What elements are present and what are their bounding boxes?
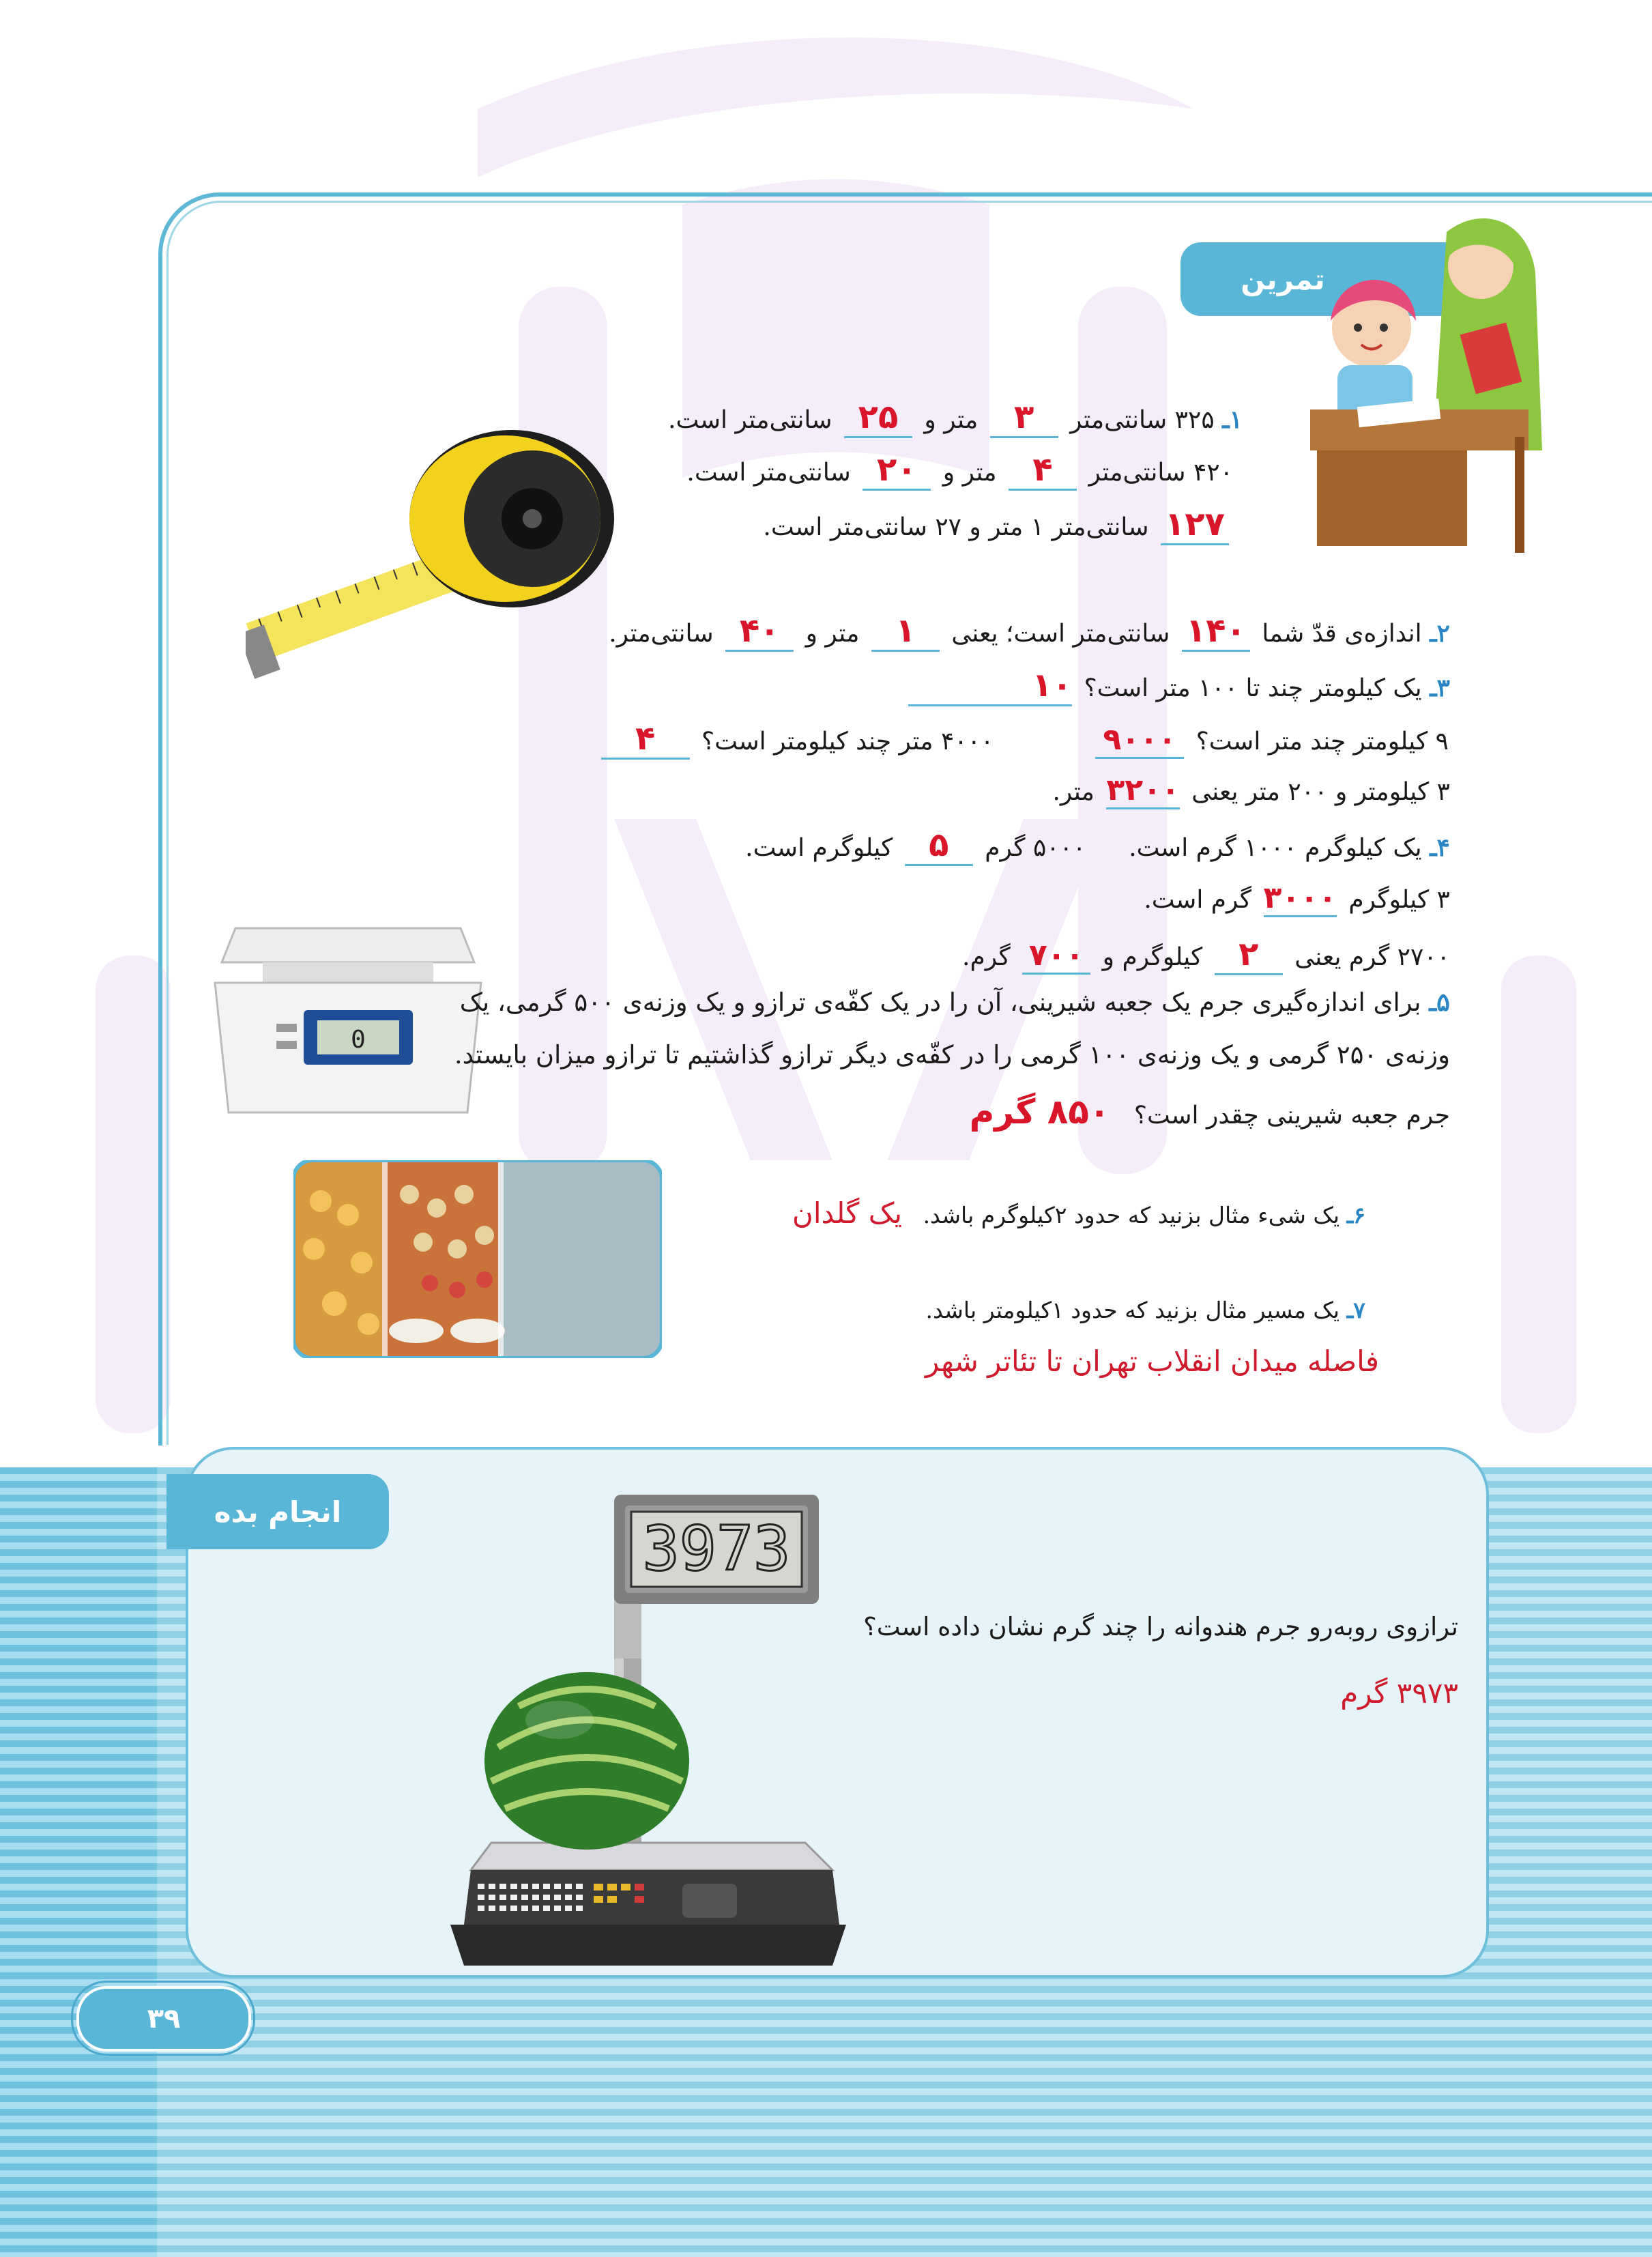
q2-line xyxy=(609,612,1450,652)
q1-l2-text-c: متر و xyxy=(942,459,997,487)
q4-l2-text-c: گرم است. xyxy=(1144,886,1252,914)
q1-number: ۱ـ xyxy=(1222,405,1243,434)
q1-answer-cm: ۲۵ xyxy=(844,398,912,438)
anjam-answer: ۳۹۷۳ گرم xyxy=(1340,1676,1458,1710)
q1-answer-meters: ۳ xyxy=(990,398,1058,438)
q7-text: یک مسیر مثال بزنید که حدود ۱کیلومتر باشد. xyxy=(925,1297,1340,1323)
page-number: ۳۹ xyxy=(76,1986,251,2052)
q3-answer-km: ۴ xyxy=(601,719,690,760)
q4-text-a: یک کیلوگرم ۱۰۰۰ گرم است. xyxy=(1129,834,1422,862)
q1-l3-text: سانتی‌متر ۱ متر و ۲۷ سانتی‌متر است. xyxy=(763,513,1149,541)
q5-line2 xyxy=(454,1040,1450,1069)
q1-l2-text-a: ۴۲۰ سانتی‌متر xyxy=(1088,459,1233,487)
q4-l3-text-c: کیلوگرم و xyxy=(1102,943,1203,971)
q1-line3 xyxy=(763,505,1233,545)
q4-l3-text-e: گرم. xyxy=(962,943,1011,971)
q7-answer: فاصله میدان انقلاب تهران تا تئاتر شهر xyxy=(925,1345,1379,1378)
q2-text-c: سانتی‌متر است؛ یعنی xyxy=(951,620,1170,648)
q7-number: ۷ـ xyxy=(1346,1297,1365,1323)
q3-line2 xyxy=(597,719,1449,760)
q2-text-a: اندازه‌ی قدّ شما xyxy=(1262,620,1422,648)
q5-line1 xyxy=(460,987,1450,1017)
q2-answer-meters: ۱ xyxy=(871,612,940,652)
q1-line1 xyxy=(668,398,1243,438)
q3-l3-text-a: ۳ کیلومتر و ۲۰۰ متر یعنی xyxy=(1191,778,1450,806)
q4-number: ۴ـ xyxy=(1430,833,1450,862)
q7-line xyxy=(925,1297,1365,1323)
q1-line2 xyxy=(686,450,1233,491)
q3-line3 xyxy=(1052,773,1450,809)
q3-text-a: یک کیلومتر چند تا ۱۰۰ متر است؟ xyxy=(1084,674,1422,702)
q1-text-c: متر و xyxy=(924,406,979,434)
q4-text-c: ۵۰۰۰ گرم xyxy=(985,834,1086,862)
children-studying-illustration xyxy=(1296,205,1556,560)
q5-text-line3: جرم جعبه شیرینی چقدر است؟ xyxy=(1133,1102,1450,1130)
q4-text-e: کیلوگرم است. xyxy=(745,834,893,862)
q4-l3-answer-g: ۷۰۰ xyxy=(1022,938,1090,975)
q3-l2-text-c: ۴۰۰۰ متر چند کیلومتر است؟ xyxy=(701,728,994,756)
q1-l3-answer: ۱۲۷ xyxy=(1161,505,1229,545)
q4-line1 xyxy=(745,826,1450,866)
q2-answer-height: ۱۴۰ xyxy=(1182,612,1250,652)
left-stripes xyxy=(0,1467,157,2257)
q3-number: ۳ـ xyxy=(1430,674,1450,702)
q4-answer-kg: ۵ xyxy=(905,826,973,866)
anjam-tab-label: انجام بده xyxy=(214,1495,342,1529)
q2-text-e: متر و xyxy=(805,620,860,648)
anjam-question: ترازوی روبه‌رو جرم هندوانه را چند گرم نشان داده است؟ xyxy=(863,1612,1458,1641)
q1-text-a: ۳۲۵ سانتی‌متر xyxy=(1070,406,1215,434)
measuring-tape-image xyxy=(246,423,628,696)
q3-line1 xyxy=(904,666,1450,706)
q1-l2-text-e: سانتی‌متر است. xyxy=(686,459,851,487)
q4-line3 xyxy=(962,935,1450,975)
q4-l2-text-a: ۳ کیلوگرم xyxy=(1348,886,1450,914)
q5-text-line2: وزنه‌ی ۲۵۰ گرمی و یک وزنه‌ی ۱۰۰ گرمی را در کفّه‌ی دیگر ترازو گذاشتیم تا ترازو میزان بایستد. xyxy=(454,1040,1450,1069)
q3-answer-meters: ۹۰۰۰ xyxy=(1095,722,1184,759)
q1-l2-answer-meters: ۴ xyxy=(1009,450,1077,491)
q6-number: ۶ـ xyxy=(1346,1202,1365,1228)
q3-l2-text-a: ۹ کیلومتر چند متر است؟ xyxy=(1195,728,1449,756)
q5-text-line1: برای اندازه‌گیری جرم یک جعبه شیرینی، آن را در یک کفّه‌ی ترازو و یک وزنه‌ی ۵۰۰ گرمی، یک xyxy=(459,988,1421,1017)
q5-number: ۵ـ xyxy=(1429,987,1450,1017)
tamrin-tab-label: تمرین xyxy=(1241,262,1325,296)
q1-l2-answer-cm: ۲۰ xyxy=(863,450,931,491)
kitchen-scale-image xyxy=(208,908,488,1119)
q1-text-e: سانتی‌متر است. xyxy=(668,406,832,434)
q6-line xyxy=(792,1196,1365,1230)
q3-l3-text-c: متر. xyxy=(1052,778,1095,806)
q4-line2 xyxy=(1144,880,1450,917)
q4-l3-text-a: ۲۷۰۰ گرم یعنی xyxy=(1294,943,1450,971)
q2-answer-cm: ۴۰ xyxy=(725,612,794,652)
q2-text-g: سانتی‌متر. xyxy=(609,620,714,648)
kitchen-scale-display: 0 xyxy=(351,1026,366,1054)
scale-display-reading: 3973 xyxy=(642,1513,791,1585)
q6-answer: یک گلدان xyxy=(792,1196,903,1230)
q4-l3-answer-kg: ۲ xyxy=(1215,935,1283,975)
pastry-shop-image xyxy=(293,1160,662,1358)
anjam-tab xyxy=(166,1474,389,1549)
q6-text: یک شیء مثال بزنید که حدود ۲کیلوگرم باشد. xyxy=(923,1202,1340,1228)
q3-answer-count: ۱۰ xyxy=(908,666,1072,706)
q5-answer: ۸۵۰ گرم xyxy=(969,1092,1110,1132)
q3-answer-total: ۳۲۰۰ xyxy=(1106,773,1179,809)
watermelon-scale-image xyxy=(450,1488,846,1979)
q4-answer-grams: ۳۰۰۰ xyxy=(1264,880,1337,917)
q5-line3 xyxy=(970,1092,1450,1132)
q2-number: ۲ـ xyxy=(1430,619,1450,648)
